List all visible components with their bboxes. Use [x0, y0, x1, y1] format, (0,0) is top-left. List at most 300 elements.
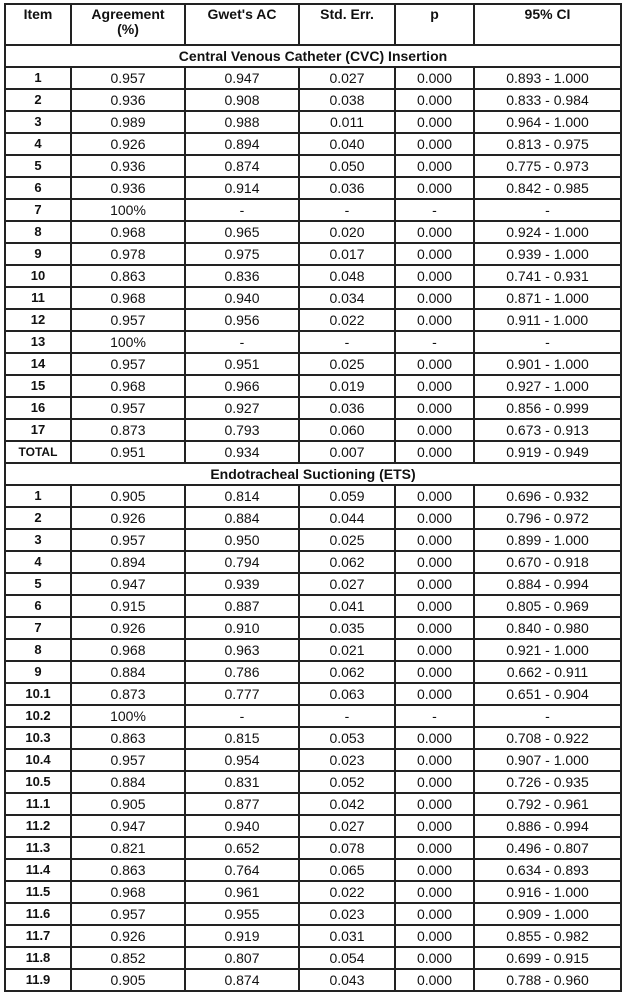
- cell-item: 11.9: [5, 969, 71, 991]
- cell-std-err: 0.011: [299, 111, 395, 133]
- cell-p-value: 0.000: [395, 881, 474, 903]
- cell-p-value: 0.000: [395, 309, 474, 331]
- cell-item: 5: [5, 573, 71, 595]
- cell-gwets-ac: 0.940: [185, 287, 299, 309]
- cell-agreement: 0.905: [71, 969, 185, 991]
- cell-item: 9: [5, 661, 71, 683]
- table-row: [5, 507, 621, 529]
- cell-ci: 0.788 - 0.960: [474, 969, 621, 991]
- cell-gwets-ac: 0.927: [185, 397, 299, 419]
- cell-std-err: 0.019: [299, 375, 395, 397]
- cell-agreement: 0.873: [71, 683, 185, 705]
- table-row: [5, 683, 621, 705]
- cell-gwets-ac: 0.950: [185, 529, 299, 551]
- cell-p-value: 0.000: [395, 771, 474, 793]
- cell-gwets-ac: 0.908: [185, 89, 299, 111]
- table-row: [5, 67, 621, 89]
- table-row: [5, 441, 621, 463]
- cell-ci: 0.741 - 0.931: [474, 265, 621, 287]
- cell-p-value: 0.000: [395, 287, 474, 309]
- table-row: [5, 331, 621, 353]
- cell-std-err: 0.059: [299, 485, 395, 507]
- cell-std-err: 0.065: [299, 859, 395, 881]
- cell-std-err: 0.053: [299, 727, 395, 749]
- cell-gwets-ac: 0.807: [185, 947, 299, 969]
- cell-gwets-ac: -: [185, 199, 299, 221]
- cell-p-value: -: [395, 199, 474, 221]
- cell-ci: 0.916 - 1.000: [474, 881, 621, 903]
- cell-ci: 0.792 - 0.961: [474, 793, 621, 815]
- cell-ci: 0.964 - 1.000: [474, 111, 621, 133]
- cell-gwets-ac: 0.951: [185, 353, 299, 375]
- cell-std-err: 0.038: [299, 89, 395, 111]
- cell-item: 4: [5, 551, 71, 573]
- cell-item: 11: [5, 287, 71, 309]
- cell-gwets-ac: 0.814: [185, 485, 299, 507]
- cell-gwets-ac: 0.815: [185, 727, 299, 749]
- cell-std-err: 0.040: [299, 133, 395, 155]
- cell-ci: 0.775 - 0.973: [474, 155, 621, 177]
- cell-agreement: 0.926: [71, 507, 185, 529]
- cell-item: 3: [5, 111, 71, 133]
- table-row: [5, 925, 621, 947]
- cell-gwets-ac: 0.966: [185, 375, 299, 397]
- table-row: [5, 287, 621, 309]
- cell-std-err: -: [299, 705, 395, 727]
- cell-gwets-ac: 0.652: [185, 837, 299, 859]
- cell-agreement: 100%: [71, 331, 185, 353]
- cell-gwets-ac: 0.961: [185, 881, 299, 903]
- table-row: [5, 221, 621, 243]
- cell-item: 1: [5, 485, 71, 507]
- cell-gwets-ac: 0.939: [185, 573, 299, 595]
- cell-std-err: 0.054: [299, 947, 395, 969]
- cell-p-value: 0.000: [395, 947, 474, 969]
- cell-p-value: 0.000: [395, 683, 474, 705]
- cell-std-err: 0.023: [299, 749, 395, 771]
- cell-item: 17: [5, 419, 71, 441]
- cell-p-value: 0.000: [395, 925, 474, 947]
- cell-agreement: 0.905: [71, 485, 185, 507]
- cell-std-err: 0.027: [299, 573, 395, 595]
- cell-item: 4: [5, 133, 71, 155]
- table-row: [5, 595, 621, 617]
- table-row: [5, 639, 621, 661]
- header-row: [5, 4, 621, 45]
- cell-std-err: 0.063: [299, 683, 395, 705]
- table-row: [5, 529, 621, 551]
- cell-item: 10.1: [5, 683, 71, 705]
- cell-ci: 0.921 - 1.000: [474, 639, 621, 661]
- cell-ci: 0.813 - 0.975: [474, 133, 621, 155]
- cell-agreement: 0.852: [71, 947, 185, 969]
- cell-p-value: 0.000: [395, 133, 474, 155]
- table-row: [5, 859, 621, 881]
- cell-gwets-ac: 0.940: [185, 815, 299, 837]
- cell-p-value: 0.000: [395, 793, 474, 815]
- cell-p-value: 0.000: [395, 177, 474, 199]
- cell-item: 2: [5, 507, 71, 529]
- cell-p-value: 0.000: [395, 375, 474, 397]
- cell-p-value: 0.000: [395, 617, 474, 639]
- cell-agreement: 0.863: [71, 859, 185, 881]
- cell-item: 11.1: [5, 793, 71, 815]
- cell-p-value: 0.000: [395, 89, 474, 111]
- cell-std-err: 0.052: [299, 771, 395, 793]
- table-row: [5, 661, 621, 683]
- cell-gwets-ac: 0.988: [185, 111, 299, 133]
- cell-ci: 0.909 - 1.000: [474, 903, 621, 925]
- cell-gwets-ac: 0.884: [185, 507, 299, 529]
- cell-agreement: 0.884: [71, 771, 185, 793]
- header-gwets-ac: Gwet's AC: [185, 4, 299, 45]
- cell-std-err: 0.048: [299, 265, 395, 287]
- cell-gwets-ac: 0.777: [185, 683, 299, 705]
- cell-gwets-ac: 0.919: [185, 925, 299, 947]
- cell-std-err: 0.078: [299, 837, 395, 859]
- cell-std-err: 0.020: [299, 221, 395, 243]
- cell-ci: 0.699 - 0.915: [474, 947, 621, 969]
- table-row: [5, 111, 621, 133]
- cell-p-value: 0.000: [395, 749, 474, 771]
- table-row: [5, 243, 621, 265]
- cell-p-value: 0.000: [395, 155, 474, 177]
- cell-p-value: 0.000: [395, 859, 474, 881]
- cell-p-value: 0.000: [395, 67, 474, 89]
- cell-agreement: 0.957: [71, 309, 185, 331]
- cell-gwets-ac: 0.954: [185, 749, 299, 771]
- table-row: [5, 551, 621, 573]
- cell-agreement: 100%: [71, 705, 185, 727]
- cell-std-err: 0.027: [299, 67, 395, 89]
- cell-item: 12: [5, 309, 71, 331]
- table-row: [5, 155, 621, 177]
- cell-gwets-ac: 0.874: [185, 155, 299, 177]
- table-row: [5, 749, 621, 771]
- cell-ci: 0.651 - 0.904: [474, 683, 621, 705]
- table-row: [5, 265, 621, 287]
- cell-p-value: 0.000: [395, 353, 474, 375]
- cell-ci: 0.893 - 1.000: [474, 67, 621, 89]
- cell-agreement: 0.926: [71, 133, 185, 155]
- table-row: [5, 705, 621, 727]
- cell-item: 16: [5, 397, 71, 419]
- cell-ci: 0.886 - 0.994: [474, 815, 621, 837]
- cell-p-value: 0.000: [395, 903, 474, 925]
- cell-gwets-ac: 0.874: [185, 969, 299, 991]
- cell-ci: 0.919 - 0.949: [474, 441, 621, 463]
- cell-p-value: 0.000: [395, 441, 474, 463]
- cell-item: 7: [5, 617, 71, 639]
- table-row: [5, 309, 621, 331]
- cell-gwets-ac: 0.877: [185, 793, 299, 815]
- cell-ci: 0.911 - 1.000: [474, 309, 621, 331]
- cell-std-err: 0.062: [299, 661, 395, 683]
- cell-ci: 0.805 - 0.969: [474, 595, 621, 617]
- table-row: [5, 89, 621, 111]
- cell-gwets-ac: 0.947: [185, 67, 299, 89]
- cell-std-err: -: [299, 331, 395, 353]
- cell-item: 2: [5, 89, 71, 111]
- table-row: [5, 353, 621, 375]
- table-row: [5, 815, 621, 837]
- cell-agreement: 0.957: [71, 529, 185, 551]
- table-row: [5, 903, 621, 925]
- cell-p-value: 0.000: [395, 551, 474, 573]
- section-title: Endotracheal Suctioning (ETS): [5, 463, 621, 485]
- cell-p-value: 0.000: [395, 837, 474, 859]
- cell-item: 14: [5, 353, 71, 375]
- cell-item: 11.7: [5, 925, 71, 947]
- cell-p-value: -: [395, 705, 474, 727]
- cell-item: 8: [5, 639, 71, 661]
- cell-agreement: 0.873: [71, 419, 185, 441]
- cell-item: 8: [5, 221, 71, 243]
- cell-item: 11.5: [5, 881, 71, 903]
- cell-std-err: 0.042: [299, 793, 395, 815]
- cell-ci: -: [474, 705, 621, 727]
- cell-item: 10.3: [5, 727, 71, 749]
- cell-agreement: 0.905: [71, 793, 185, 815]
- cell-item: 11.8: [5, 947, 71, 969]
- header-ci: 95% CI: [474, 4, 621, 45]
- cell-std-err: 0.060: [299, 419, 395, 441]
- cell-ci: 0.901 - 1.000: [474, 353, 621, 375]
- cell-ci: 0.662 - 0.911: [474, 661, 621, 683]
- cell-p-value: 0.000: [395, 639, 474, 661]
- cell-item: 11.6: [5, 903, 71, 925]
- table-body: [5, 45, 621, 991]
- cell-item: 3: [5, 529, 71, 551]
- cell-agreement: 0.915: [71, 595, 185, 617]
- cell-std-err: 0.062: [299, 551, 395, 573]
- cell-agreement: 0.968: [71, 221, 185, 243]
- cell-gwets-ac: 0.894: [185, 133, 299, 155]
- cell-std-err: 0.022: [299, 881, 395, 903]
- cell-std-err: 0.050: [299, 155, 395, 177]
- cell-ci: 0.634 - 0.893: [474, 859, 621, 881]
- cell-std-err: 0.007: [299, 441, 395, 463]
- cell-agreement: 0.936: [71, 177, 185, 199]
- cell-gwets-ac: 0.914: [185, 177, 299, 199]
- cell-item: 6: [5, 177, 71, 199]
- cell-std-err: 0.044: [299, 507, 395, 529]
- cell-item: 10: [5, 265, 71, 287]
- cell-ci: 0.907 - 1.000: [474, 749, 621, 771]
- cell-gwets-ac: 0.975: [185, 243, 299, 265]
- cell-item: 10.4: [5, 749, 71, 771]
- section-title: Central Venous Catheter (CVC) Insertion: [5, 45, 621, 67]
- cell-ci: 0.696 - 0.932: [474, 485, 621, 507]
- cell-std-err: 0.021: [299, 639, 395, 661]
- cell-agreement: 0.947: [71, 815, 185, 837]
- header-item: Item: [5, 4, 71, 45]
- cell-agreement: 0.863: [71, 265, 185, 287]
- cell-gwets-ac: 0.836: [185, 265, 299, 287]
- cell-std-err: 0.025: [299, 529, 395, 551]
- cell-gwets-ac: 0.831: [185, 771, 299, 793]
- cell-gwets-ac: 0.887: [185, 595, 299, 617]
- cell-gwets-ac: 0.963: [185, 639, 299, 661]
- cell-ci: 0.871 - 1.000: [474, 287, 621, 309]
- cell-p-value: 0.000: [395, 397, 474, 419]
- cell-agreement: 0.926: [71, 617, 185, 639]
- cell-std-err: 0.031: [299, 925, 395, 947]
- cell-agreement: 0.936: [71, 89, 185, 111]
- cell-ci: -: [474, 199, 621, 221]
- cell-agreement: 0.968: [71, 287, 185, 309]
- table-row: [5, 793, 621, 815]
- cell-agreement: 0.957: [71, 67, 185, 89]
- table-row: [5, 947, 621, 969]
- cell-agreement: 0.936: [71, 155, 185, 177]
- header-agreement: Agreement (%): [71, 4, 185, 45]
- cell-ci: 0.796 - 0.972: [474, 507, 621, 529]
- cell-agreement: 0.968: [71, 881, 185, 903]
- cell-p-value: 0.000: [395, 419, 474, 441]
- agreement-table: [4, 3, 622, 992]
- cell-item: 11.2: [5, 815, 71, 837]
- cell-p-value: 0.000: [395, 265, 474, 287]
- cell-agreement: 0.957: [71, 397, 185, 419]
- cell-std-err: -: [299, 199, 395, 221]
- cell-std-err: 0.025: [299, 353, 395, 375]
- cell-agreement: 0.957: [71, 749, 185, 771]
- cell-std-err: 0.023: [299, 903, 395, 925]
- table-row: [5, 485, 621, 507]
- cell-agreement: 0.989: [71, 111, 185, 133]
- cell-std-err: 0.043: [299, 969, 395, 991]
- cell-agreement: 0.894: [71, 551, 185, 573]
- cell-p-value: 0.000: [395, 529, 474, 551]
- cell-gwets-ac: 0.764: [185, 859, 299, 881]
- cell-item: 13: [5, 331, 71, 353]
- cell-p-value: 0.000: [395, 485, 474, 507]
- cell-agreement: 0.951: [71, 441, 185, 463]
- cell-std-err: 0.017: [299, 243, 395, 265]
- table-row: [5, 969, 621, 991]
- cell-agreement: 0.957: [71, 903, 185, 925]
- cell-item: 5: [5, 155, 71, 177]
- cell-item: 11.4: [5, 859, 71, 881]
- cell-agreement: 0.978: [71, 243, 185, 265]
- cell-item: 15: [5, 375, 71, 397]
- cell-p-value: 0.000: [395, 243, 474, 265]
- table-row: [5, 837, 621, 859]
- cell-agreement: 0.968: [71, 639, 185, 661]
- header-p: p: [395, 4, 474, 45]
- cell-item: 10.2: [5, 705, 71, 727]
- table-row: [5, 771, 621, 793]
- table-row: [5, 397, 621, 419]
- cell-std-err: 0.035: [299, 617, 395, 639]
- cell-std-err: 0.027: [299, 815, 395, 837]
- cell-p-value: 0.000: [395, 111, 474, 133]
- cell-item: TOTAL: [5, 441, 71, 463]
- cell-std-err: 0.041: [299, 595, 395, 617]
- table-row: [5, 419, 621, 441]
- cell-ci: 0.670 - 0.918: [474, 551, 621, 573]
- cell-p-value: 0.000: [395, 221, 474, 243]
- cell-item: 7: [5, 199, 71, 221]
- cell-gwets-ac: 0.934: [185, 441, 299, 463]
- cell-std-err: 0.036: [299, 397, 395, 419]
- cell-ci: 0.939 - 1.000: [474, 243, 621, 265]
- cell-agreement: 0.957: [71, 353, 185, 375]
- cell-item: 11.3: [5, 837, 71, 859]
- section-header-row: [5, 45, 621, 67]
- cell-ci: 0.899 - 1.000: [474, 529, 621, 551]
- cell-item: 6: [5, 595, 71, 617]
- table-row: [5, 573, 621, 595]
- table-row: [5, 727, 621, 749]
- cell-p-value: 0.000: [395, 507, 474, 529]
- table-row: [5, 617, 621, 639]
- cell-agreement: 0.926: [71, 925, 185, 947]
- cell-gwets-ac: 0.794: [185, 551, 299, 573]
- cell-gwets-ac: 0.955: [185, 903, 299, 925]
- cell-agreement: 0.863: [71, 727, 185, 749]
- cell-agreement: 0.947: [71, 573, 185, 595]
- cell-gwets-ac: 0.910: [185, 617, 299, 639]
- cell-gwets-ac: 0.956: [185, 309, 299, 331]
- cell-ci: 0.927 - 1.000: [474, 375, 621, 397]
- cell-ci: 0.708 - 0.922: [474, 727, 621, 749]
- cell-gwets-ac: 0.786: [185, 661, 299, 683]
- cell-item: 9: [5, 243, 71, 265]
- cell-ci: -: [474, 331, 621, 353]
- cell-p-value: 0.000: [395, 727, 474, 749]
- cell-ci: 0.496 - 0.807: [474, 837, 621, 859]
- cell-p-value: 0.000: [395, 815, 474, 837]
- section-header-row: [5, 463, 621, 485]
- cell-gwets-ac: 0.965: [185, 221, 299, 243]
- table-row: [5, 133, 621, 155]
- table-row: [5, 881, 621, 903]
- cell-p-value: -: [395, 331, 474, 353]
- cell-agreement: 0.968: [71, 375, 185, 397]
- cell-ci: 0.673 - 0.913: [474, 419, 621, 441]
- cell-agreement: 100%: [71, 199, 185, 221]
- cell-gwets-ac: -: [185, 705, 299, 727]
- cell-p-value: 0.000: [395, 969, 474, 991]
- cell-ci: 0.842 - 0.985: [474, 177, 621, 199]
- cell-ci: 0.855 - 0.982: [474, 925, 621, 947]
- cell-std-err: 0.034: [299, 287, 395, 309]
- cell-std-err: 0.036: [299, 177, 395, 199]
- cell-p-value: 0.000: [395, 573, 474, 595]
- cell-ci: 0.856 - 0.999: [474, 397, 621, 419]
- cell-p-value: 0.000: [395, 661, 474, 683]
- table-row: [5, 177, 621, 199]
- cell-std-err: 0.022: [299, 309, 395, 331]
- table-row: [5, 375, 621, 397]
- cell-ci: 0.884 - 0.994: [474, 573, 621, 595]
- cell-ci: 0.726 - 0.935: [474, 771, 621, 793]
- cell-agreement: 0.884: [71, 661, 185, 683]
- cell-agreement: 0.821: [71, 837, 185, 859]
- cell-ci: 0.840 - 0.980: [474, 617, 621, 639]
- cell-gwets-ac: 0.793: [185, 419, 299, 441]
- cell-ci: 0.833 - 0.984: [474, 89, 621, 111]
- cell-item: 10.5: [5, 771, 71, 793]
- cell-gwets-ac: -: [185, 331, 299, 353]
- table-row: [5, 199, 621, 221]
- header-std-err: Std. Err.: [299, 4, 395, 45]
- cell-item: 1: [5, 67, 71, 89]
- cell-ci: 0.924 - 1.000: [474, 221, 621, 243]
- cell-p-value: 0.000: [395, 595, 474, 617]
